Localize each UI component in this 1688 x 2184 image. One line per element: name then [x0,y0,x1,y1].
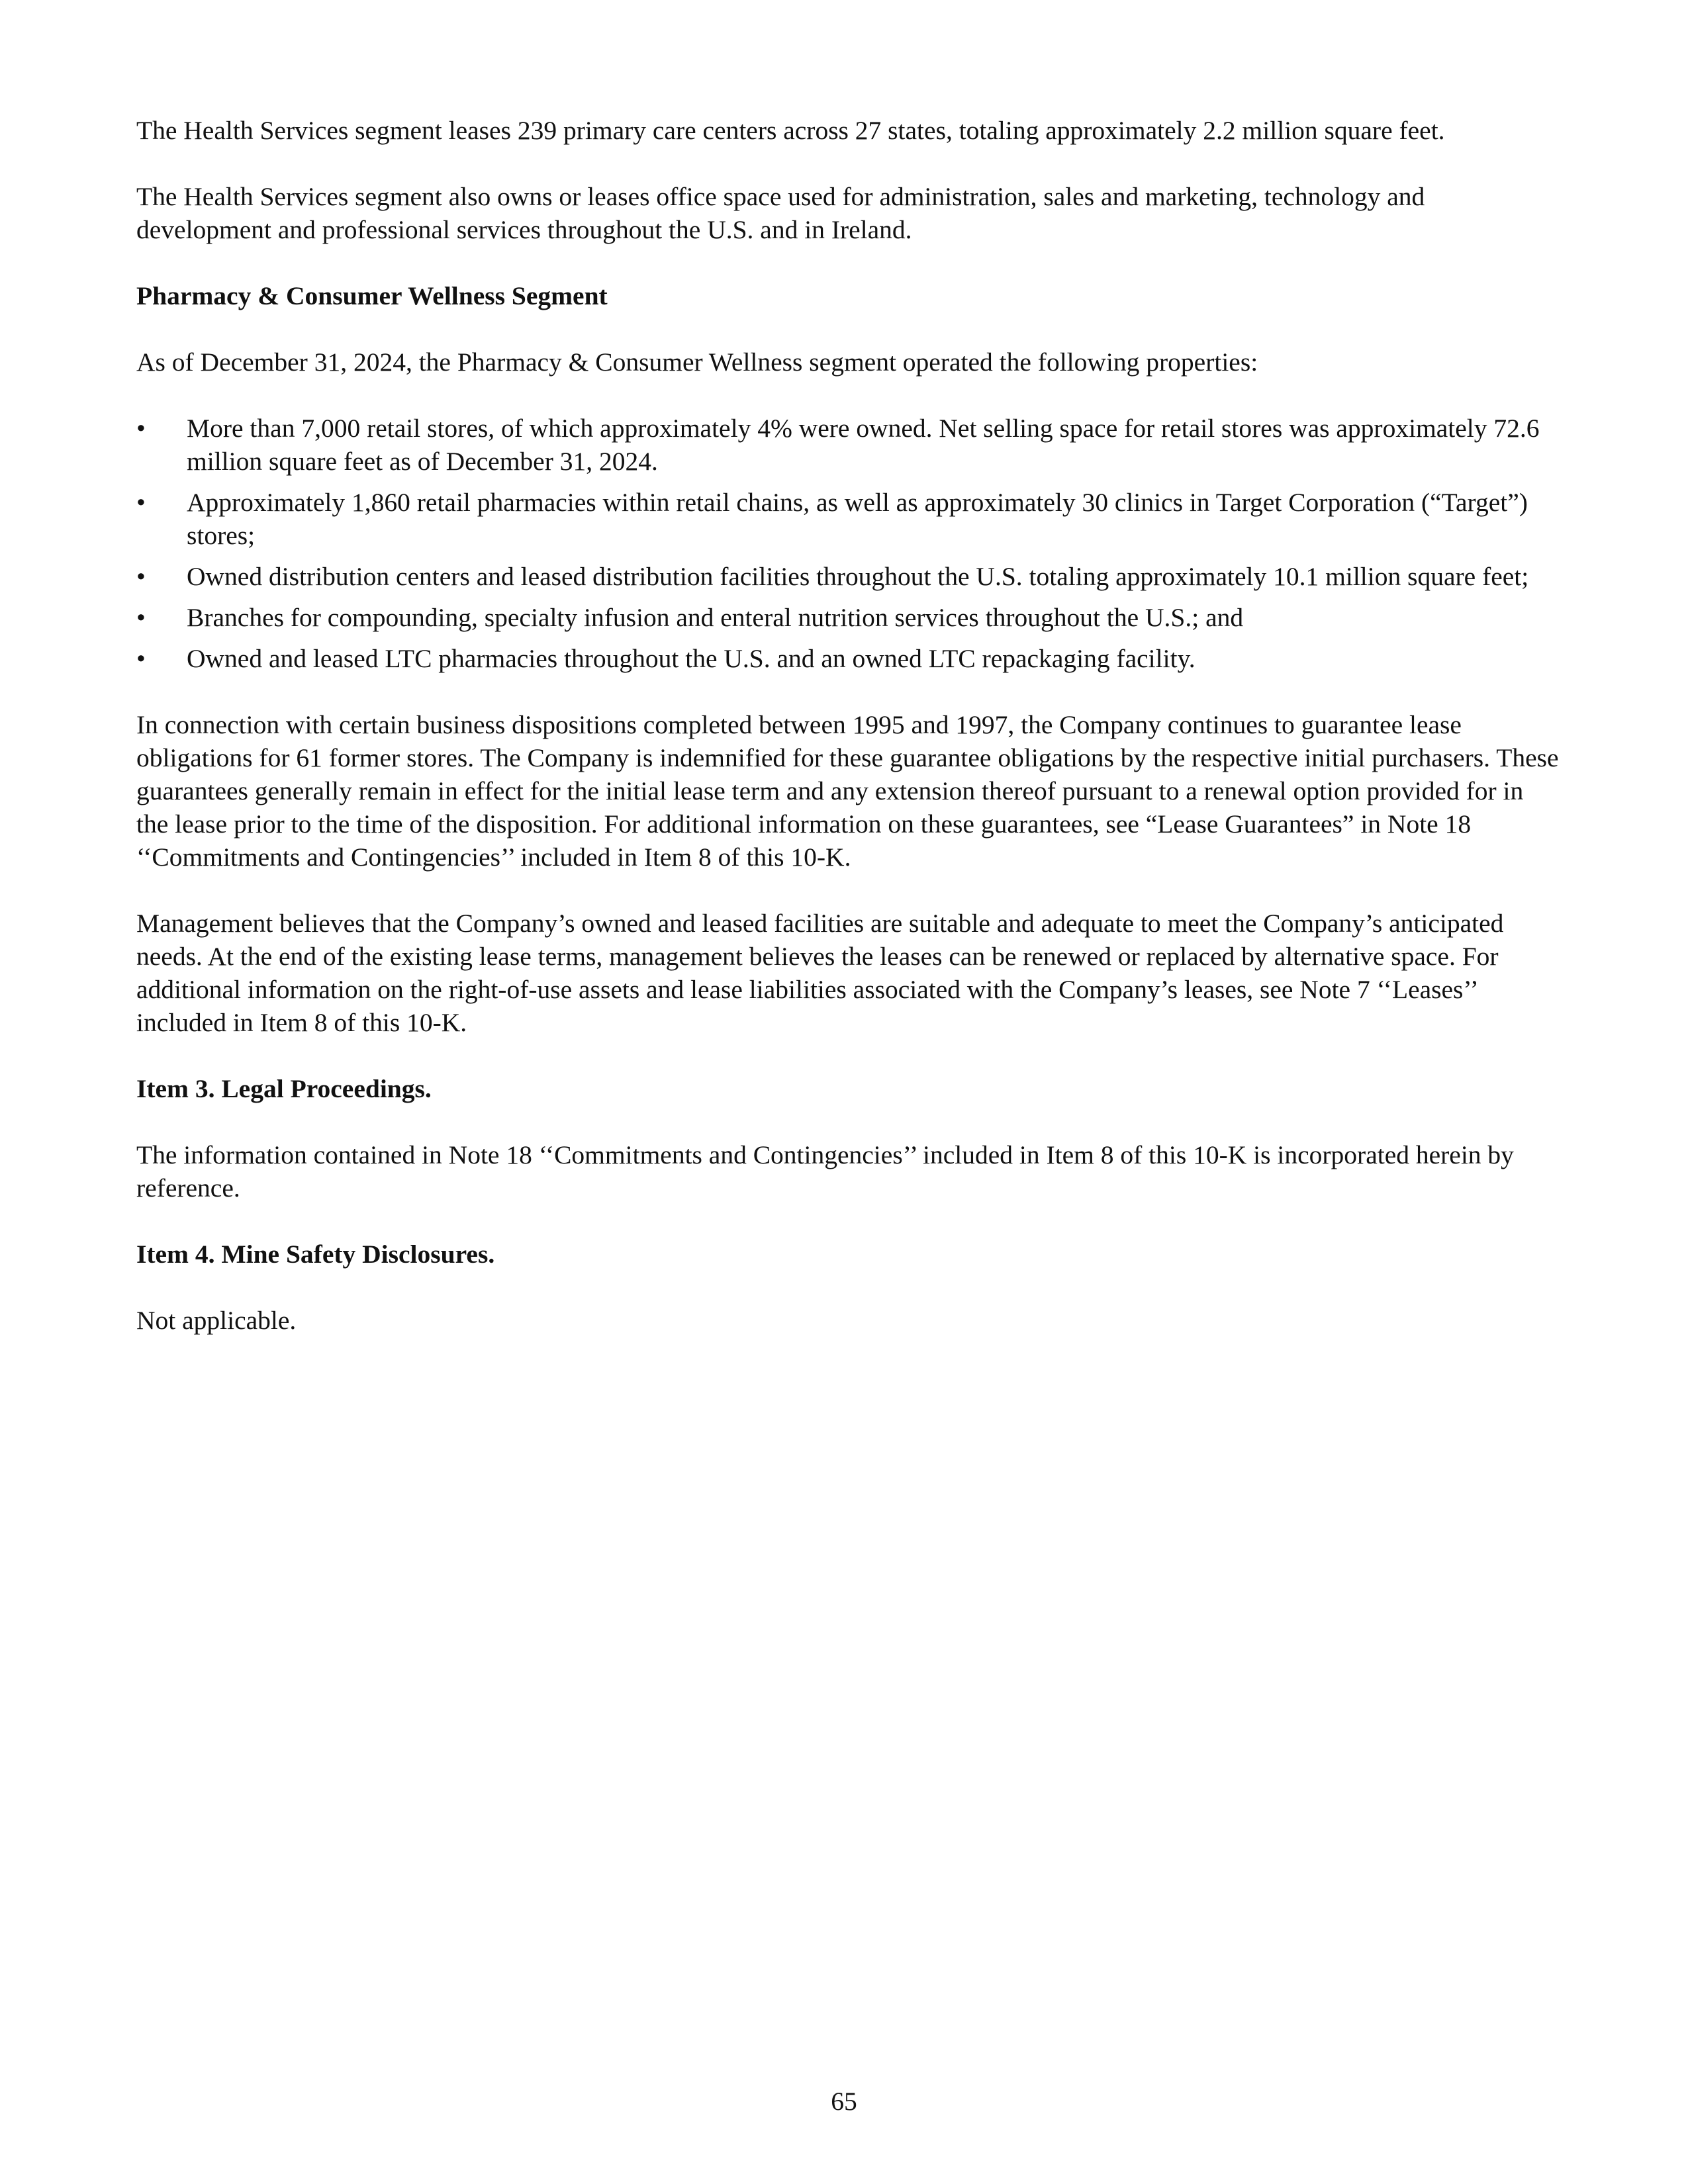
list-item [136,601,1560,634]
paragraph-item-3: The information contained in Note 18 ‘‘Commitments and Contingencies’’ included in Item 8 of this 10-K is incorporated herein by reference. [136,1140,1514,1203]
list-item [136,486,1560,552]
bullet-icon: • [136,488,146,517]
list-item [136,642,1560,675]
paragraph-management-facilities: Management believes that the Company’s owned and leased facilities are suitable and adequate to meet the Company’s anticipated needs. At the end of the existing lease terms, management believes the leases can be renewed or replaced by alternative space. For additional information on the right-of-use assets and lease liabilities associated with the Company’s leases, see Note 7 ‘‘Leases’’ included in Item 8 of this 10-K. [136,909,1504,1037]
list-item-text: Approximately 1,860 retail pharmacies within retail chains, as well as approximately 30 clinics in Target Corporation (“Target”) stores; [187,488,1528,550]
paragraph-health-services-primary-care: The Health Services segment leases 239 primary care centers across 27 states, totaling approximately 2.2 million square feet. [136,116,1445,145]
properties-bullet-list [136,412,1560,675]
paragraph-item-4: Not applicable. [136,1306,297,1335]
document-body [136,114,1560,1370]
heading-item-4-mine-safety: Item 4. Mine Safety Disclosures. [136,1240,495,1269]
heading-pharmacy-consumer-wellness: Pharmacy & Consumer Wellness Segment [136,281,608,310]
paragraph-lease-guarantees: In connection with certain business dispositions completed between 1995 and 1997, the Company continues to guarantee lease obligations for 61 former stores. The Company is indemnified for these guarantee obligations by the respective initial purchasers. These guarantees generally remain in effect for the initial lease term and any extension thereof pursuant to a renewal option provided for in the lease prior to the time of the disposition. For additional information on these guarantees, see “Lease Guarantees” in Note 18 ‘‘Commitments and Contingencies’’ included in Item 8 of this 10-K. [136,710,1559,872]
page-number: 65 [831,2087,857,2116]
list-item-text: Owned distribution centers and leased distribution facilities throughout the U.S. totaling approximately 10.1 million square feet; [187,562,1529,591]
list-item-text: Branches for compounding, specialty infusion and enteral nutrition services throughout the U.S.; and [187,603,1244,632]
list-item-text: More than 7,000 retail stores, of which approximately 4% were owned. Net selling space for retail stores was approximately 72.6 million square feet as of December 31, 2024. [187,414,1540,476]
bullet-icon: • [136,603,146,632]
bullet-icon: • [136,644,146,673]
heading-item-3-legal-proceedings: Item 3. Legal Proceedings. [136,1074,432,1103]
list-item-text: Owned and leased LTC pharmacies throughout the U.S. and an owned LTC repackaging facility. [187,644,1196,673]
list-item [136,560,1560,593]
list-item [136,412,1560,478]
paragraph-pcw-intro: As of December 31, 2024, the Pharmacy & Consumer Wellness segment operated the following properties: [136,347,1258,377]
bullet-icon: • [136,414,146,443]
bullet-icon: • [136,562,146,591]
paragraph-health-services-office-space: The Health Services segment also owns or leases office space used for administration, sales and marketing, technology and development and professional services throughout the U.S. and in Ireland. [136,182,1425,244]
